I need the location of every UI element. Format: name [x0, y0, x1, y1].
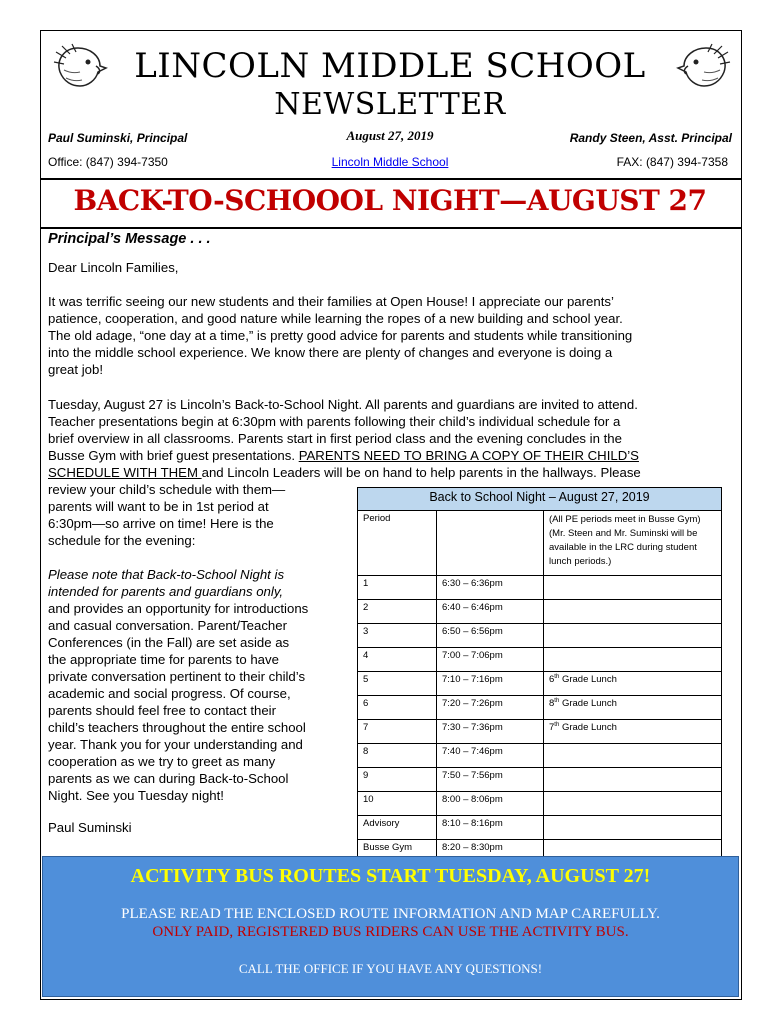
office-phone: Office: (847) 394-7350 [48, 155, 168, 169]
bus-title: ACTIVITY BUS ROUTES START TUESDAY, AUGUST 27! [130, 865, 651, 887]
time-cell: 7:20 – 7:26pm [437, 696, 544, 720]
period-cell: Advisory [358, 816, 437, 840]
schedule-row [358, 768, 722, 792]
period-cell: 4 [358, 648, 437, 672]
schedule-note: (All PE periods meet in Busse Gym) (Mr. Steen and Mr. Suminski will be available in the LRC during student lunch periods.) [544, 511, 722, 576]
eagle-logo-left-icon [52, 42, 108, 94]
paragraph-2: Tuesday, August 27 is Lincoln’s Back-to-School Night. All parents and guardians are invited to attend. Teacher presentations begin at 6:30pm with parents following their child’s individual schedule for a brief overview in all classrooms. Parents start in first period class and the evening concludes in the Busse Gym with brief guest presentations. PARENTS NEED TO BRING A COPY OF THEIR CHILD’S SCHEDULE WITH THEM and Lincoln Leaders will be on hand to help parents in the hallways. Please review your child’s schedule with them— parents will want to be in 1st period at 6:30pm—so arrive on time! Here is the schedule for the evening: [48, 397, 641, 548]
time-cell: 7:10 – 7:16pm [437, 672, 544, 696]
note-cell: 8th Grade Lunch [544, 696, 722, 720]
time-cell: 6:40 – 6:46pm [437, 600, 544, 624]
headline-divider [40, 227, 742, 229]
school-name: LINCOLN MIDDLE SCHOOL [134, 46, 646, 86]
time-cell: 7:50 – 7:56pm [437, 768, 544, 792]
asst-principal-name: Randy Steen, Asst. Principal [569, 131, 732, 145]
period-cell: 6 [358, 696, 437, 720]
note-cell: 6th Grade Lunch [544, 672, 722, 696]
headline: BACK-TO-SCHOOOL NIGHT—AUGUST 27 [73, 184, 707, 217]
time-cell: 8:20 – 8:30pm [437, 840, 544, 864]
note-cell [544, 744, 722, 768]
period-cell: 9 [358, 768, 437, 792]
period-cell: Busse Gym [358, 840, 437, 864]
newsletter-title: NEWSLETTER [274, 87, 506, 122]
school-link[interactable]: Lincoln Middle School [331, 155, 449, 169]
time-cell: 6:30 – 6:36pm [437, 576, 544, 600]
period-cell: 2 [358, 600, 437, 624]
eagle-logo-right-icon [676, 42, 732, 94]
note-cell [544, 768, 722, 792]
schedule-row [358, 720, 722, 744]
bus-line-2: ONLY PAID, REGISTERED BUS RIDERS CAN USE THE ACTIVITY BUS. [152, 924, 629, 940]
schedule-row [358, 600, 722, 624]
schedule-row [358, 648, 722, 672]
note-cell [544, 576, 722, 600]
period-cell: 1 [358, 576, 437, 600]
note-cell [544, 792, 722, 816]
note-cell [544, 816, 722, 840]
bus-line-1: PLEASE READ THE ENCLOSED ROUTE INFORMATION AND MAP CAREFULLY. [121, 906, 660, 922]
paragraph-3: Please note that Back-to-School Night is intended for parents and guardians only, and provides an opportunity for introductions and casual conversation. Parent/Teacher Conferences (in the Fall) are set aside as the appropriate time for parents to have private conversation pertinent to their child’s academic and social progress. Of course, parents should feel free to contact their child’s teachers throughout the entire school year. Thank you for your understanding and cooperation as we try to greet as many parents as we can during Back-to-School Night. See you Tuesday night! [48, 567, 309, 803]
period-header: Period [358, 511, 437, 576]
period-cell: 8 [358, 744, 437, 768]
period-cell: 7 [358, 720, 437, 744]
fax-number: FAX: (847) 394-7358 [616, 155, 728, 169]
period-cell: 5 [358, 672, 437, 696]
time-cell: 6:50 – 6:56pm [437, 624, 544, 648]
schedule-row [358, 624, 722, 648]
note-cell [544, 624, 722, 648]
newsletter-date: August 27, 2019 [346, 128, 434, 143]
message-heading: Principal’s Message . . . [48, 231, 211, 247]
note-cell: 7th Grade Lunch [544, 720, 722, 744]
schedule-table [357, 487, 722, 864]
period-cell: 3 [358, 624, 437, 648]
schedule-row [358, 744, 722, 768]
schedule-row [358, 576, 722, 600]
schedule-row [358, 672, 722, 696]
schedule-title: Back to School Night – August 27, 2019 [358, 488, 722, 511]
period-cell: 10 [358, 792, 437, 816]
activity-bus-box [42, 856, 739, 997]
time-cell: 8:10 – 8:16pm [437, 816, 544, 840]
greeting: Dear Lincoln Families, [48, 260, 179, 275]
signature: Paul Suminski [48, 820, 132, 835]
paragraph-1: It was terrific seeing our new students and their families at Open House! I appreciate our parents’ patience, cooperation, and good nature while learning the ropes of a new building and school year. The old adage, “one day at a time,” is pretty good advice for parents and students while transitioning into the middle school experience. We know there are plenty of changes and everyone is doing a great job! [48, 294, 633, 377]
note-cell [544, 600, 722, 624]
note-cell [544, 648, 722, 672]
schedule-row [358, 792, 722, 816]
time-cell: 8:00 – 8:06pm [437, 792, 544, 816]
time-cell: 7:00 – 7:06pm [437, 648, 544, 672]
header-divider [40, 178, 742, 180]
bus-line-3: CALL THE OFFICE IF YOU HAVE ANY QUESTIONS! [238, 961, 543, 976]
time-cell: 7:30 – 7:36pm [437, 720, 544, 744]
principal-name: Paul Suminski, Principal [48, 131, 188, 145]
schedule-row [358, 816, 722, 840]
schedule-row [358, 696, 722, 720]
time-cell: 7:40 – 7:46pm [437, 744, 544, 768]
